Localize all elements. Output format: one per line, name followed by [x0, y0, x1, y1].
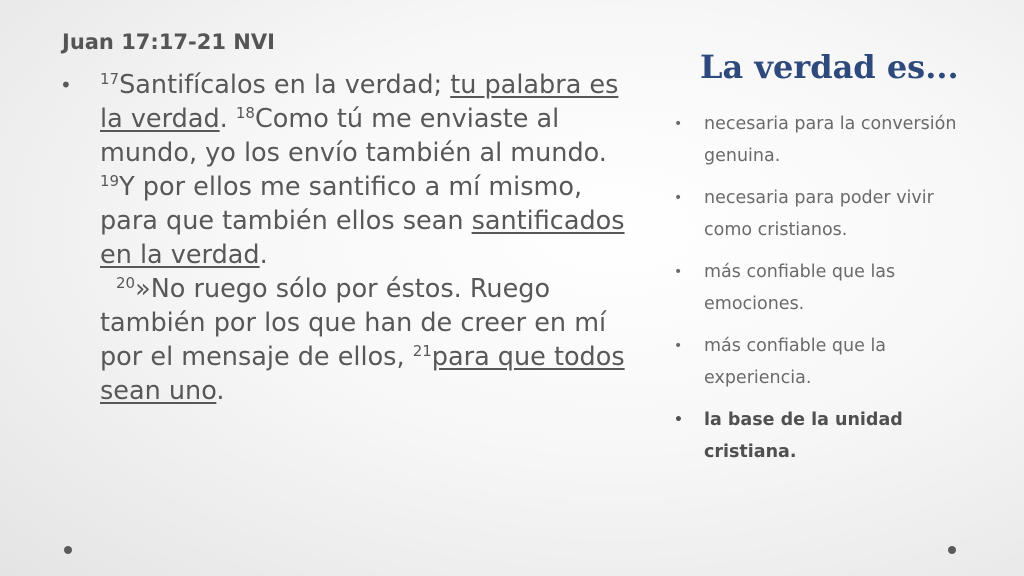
verse-17-text: Santifícalos en la verdad;: [119, 70, 451, 100]
verse-18-text: Como tú me enviaste al mundo, yo los envío también al mundo.: [100, 104, 607, 168]
bullet-icon: •: [674, 338, 683, 354]
verse-20-text: »No ruego sólo por éstos. Ruego también por los que han de creer en mí por el mensaje de ellos,: [100, 274, 607, 372]
passage-bullet: •: [60, 73, 72, 97]
bullet-icon: •: [674, 190, 683, 206]
verse-number-17: 17: [100, 70, 120, 88]
list-item: [674, 256, 974, 320]
passage-body: [100, 68, 630, 408]
bullet-icon: •: [674, 412, 683, 428]
verse-21-underlined: para que todos sean uno: [100, 342, 625, 406]
decorative-dot-right: [948, 546, 956, 554]
passage-reference: Juan 17:17-21 NVI: [62, 30, 275, 54]
truth-points-list: [674, 108, 974, 478]
verse-number-21: 21: [412, 342, 432, 360]
verse-17-underlined: tu palabra es la verdad: [100, 70, 619, 134]
scripture-passage: [60, 68, 630, 408]
list-item: [674, 182, 974, 246]
bullet-icon: •: [674, 116, 683, 132]
list-item: [674, 330, 974, 394]
decorative-dot-left: [64, 546, 72, 554]
point-text: necesaria para la conversión genuina.: [704, 114, 957, 166]
bullet-icon: •: [674, 264, 683, 280]
verse-19-text: Y por ellos me santifico a mí mismo, para que también ellos sean: [100, 172, 583, 236]
verse-number-20: 20: [116, 274, 136, 292]
verse-17-end: .: [219, 104, 236, 134]
point-text: necesaria para poder vivir como cristianos.: [704, 188, 934, 240]
verse-19-underlined: santificados en la verdad: [100, 206, 625, 270]
verse-number-19: 19: [100, 172, 120, 190]
point-text: más confiable que la experiencia.: [704, 336, 887, 388]
list-item: [674, 404, 974, 468]
slide-title: La verdad es...: [700, 48, 959, 86]
verse-21-end: .: [216, 376, 225, 406]
point-text: la base de la unidad cristiana.: [704, 410, 903, 462]
verse-19-end: .: [259, 240, 268, 270]
verse-number-18: 18: [235, 104, 255, 122]
point-text: más confiable que las emociones.: [704, 262, 896, 314]
list-item: [674, 108, 974, 172]
